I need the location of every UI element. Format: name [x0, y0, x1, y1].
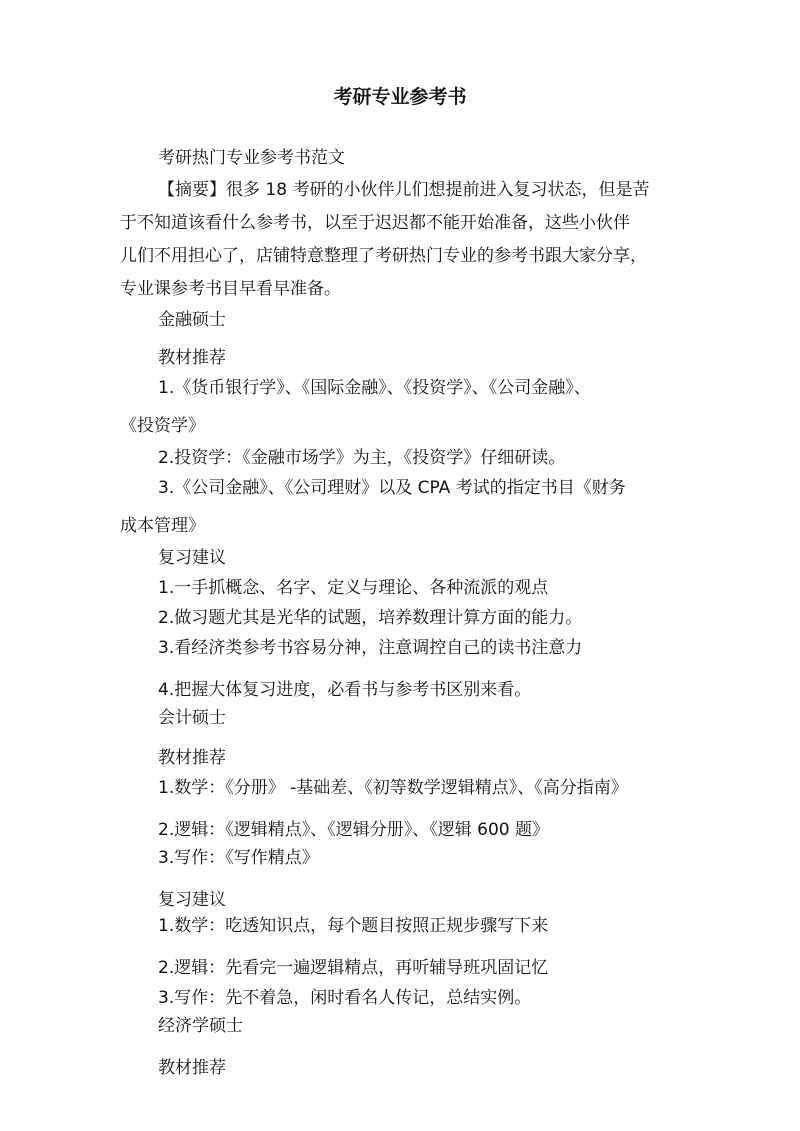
- abstract-line: 儿们不用担心了，店铺特意整理了考研热门专业的参考书跟大家分享，: [120, 246, 647, 266]
- accounting-item-2: 2.逻辑：《逻辑精点》、《逻辑分册》、《逻辑 600 题》: [158, 820, 549, 840]
- finance-review-3: 3.看经济类参考书容易分神，注意调控自己的读书注意力: [158, 638, 583, 658]
- accounting-item-1: 1.数学：《分册》 -基础差、《初等数学逻辑精点》、《高分指南》: [158, 778, 628, 798]
- section-heading-accounting: 会计硕士: [158, 708, 226, 728]
- section-heading-finance: 金融硕士: [158, 310, 226, 330]
- abstract-line: 【摘要】很多 18 考研的小伙伴儿们想提前进入复习状态，但是苦: [158, 180, 650, 200]
- finance-review-1: 1.一手抓概念、名字、定义与理论、各种流派的观点: [158, 578, 549, 598]
- abstract-line: 于不知道该看什么参考书，以至于迟迟都不能开始准备，这些小伙伴: [120, 213, 630, 233]
- section-heading-economics: 经济学硕士: [158, 1016, 243, 1036]
- finance-review-heading: 复习建议: [158, 548, 226, 568]
- accounting-review-3: 3.写作：先不着急，闲时看名人传记，总结实例。: [158, 988, 532, 1008]
- finance-textbook-heading: 教材推荐: [158, 348, 226, 368]
- subtitle: 考研热门专业参考书范文: [158, 148, 345, 168]
- finance-item-3: 3.《公司金融》、《公司理财》以及 CPA 考试的指定书目《财务: [158, 478, 626, 498]
- economics-textbook-heading: 教材推荐: [158, 1058, 226, 1078]
- accounting-review-heading: 复习建议: [158, 890, 226, 910]
- abstract-paragraph: [120, 178, 683, 310]
- finance-item-3-cont: 成本管理》: [120, 516, 205, 536]
- accounting-textbook-heading: 教材推荐: [158, 748, 226, 768]
- abstract-line: 专业课参考书目早看早准备。: [120, 279, 341, 299]
- accounting-item-3: 3.写作：《写作精点》: [158, 848, 319, 868]
- finance-review-2: 2.做习题尤其是光华的试题，培养数理计算方面的能力。: [158, 608, 583, 628]
- finance-review-4: 4.把握大体复习进度，必看书与参考书区别来看。: [158, 680, 532, 700]
- accounting-review-2: 2.逻辑：先看完一遍逻辑精点，再听辅导班巩固记忆: [158, 958, 549, 978]
- finance-item-1-cont: 《投资学》: [120, 416, 205, 436]
- finance-item-2: 2.投资学：《金融市场学》为主，《投资学》仔细研读。: [158, 448, 566, 468]
- finance-item-1: 1.《货币银行学》、《国际金融》、《投资学》、《公司金融》、: [158, 378, 591, 398]
- accounting-review-1: 1.数学：吃透知识点，每个题目按照正规步骤写下来: [158, 916, 549, 936]
- page-title: 考研专业参考书: [333, 86, 467, 108]
